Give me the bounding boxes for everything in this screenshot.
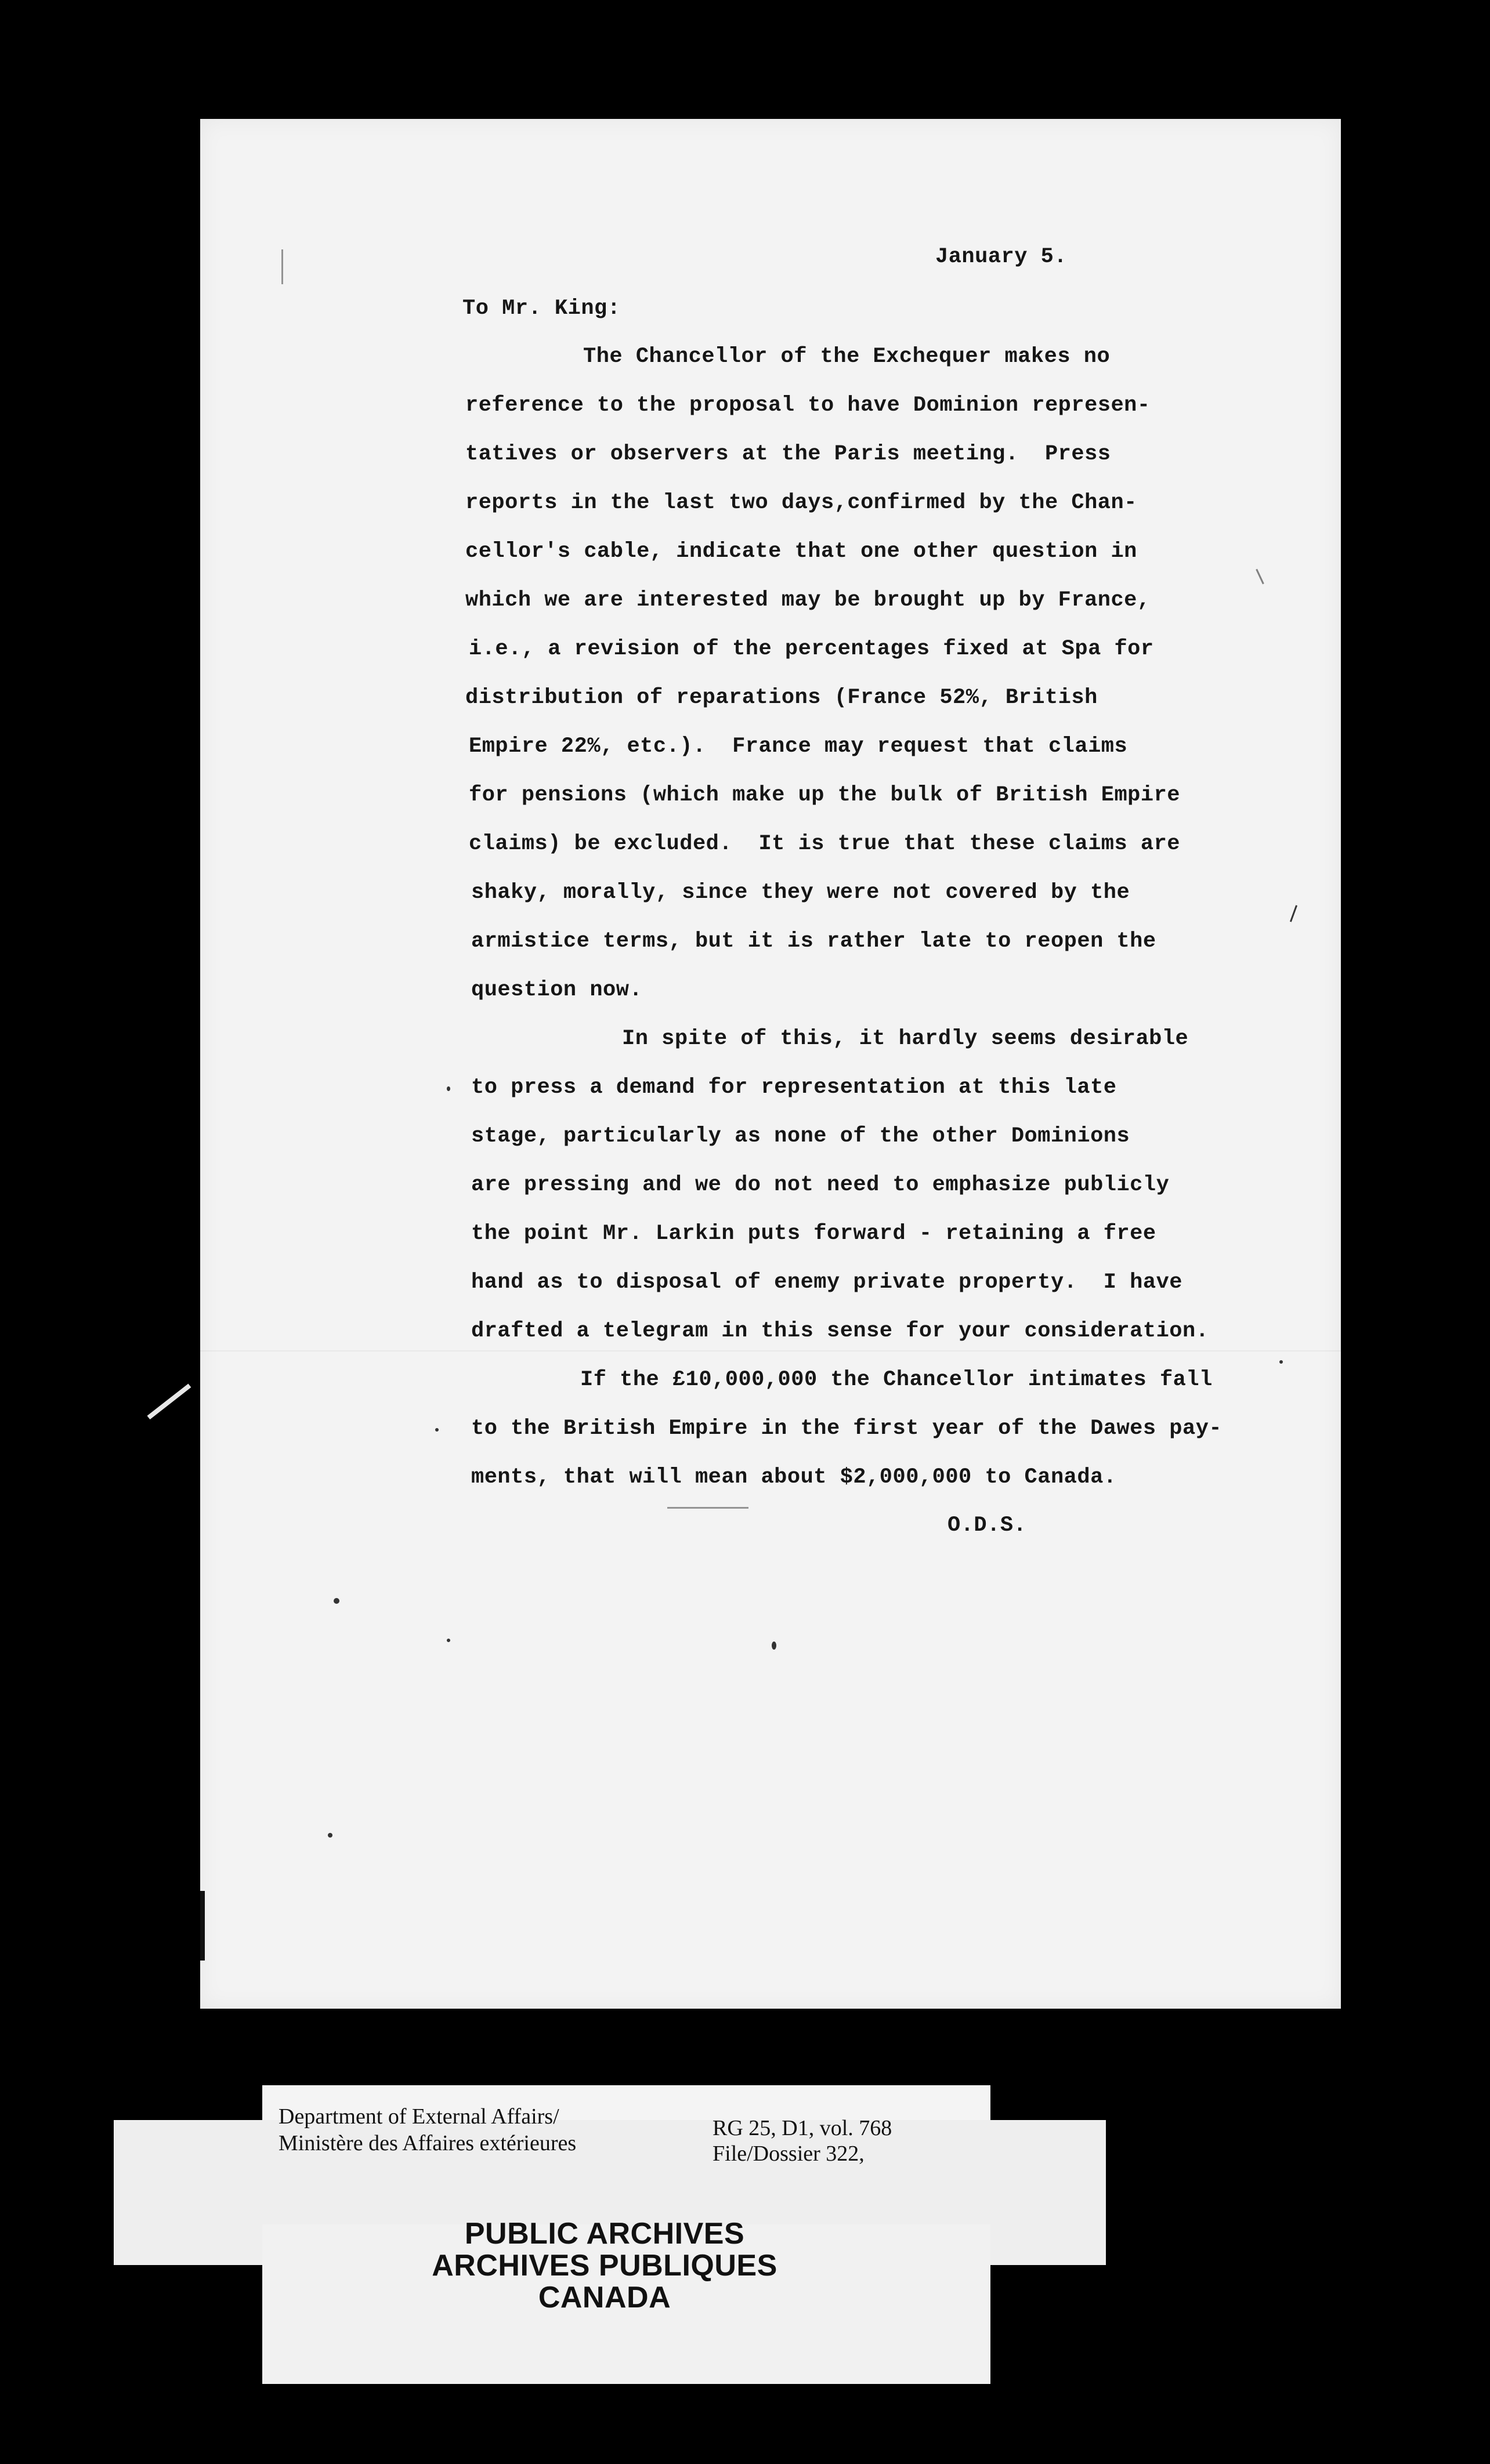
body-line: In spite of this, it hardly seems desirable [622, 1027, 1189, 1051]
page-fold-line [200, 1350, 1341, 1351]
speck [281, 249, 283, 284]
body-line: cellor's cable, indicate that one other question in [465, 539, 1137, 564]
pencil-dash [667, 1507, 748, 1509]
speck [435, 1428, 439, 1432]
body-line: The Chancellor of the Exchequer makes no [583, 345, 1111, 369]
speck [328, 1833, 332, 1838]
letter-date: January 5. [935, 245, 1068, 269]
speck [1279, 1360, 1283, 1364]
speck [772, 1642, 776, 1650]
body-line: shaky, morally, since they were not covered by the [471, 880, 1130, 905]
archives-title-country: CANADA [538, 2281, 671, 2314]
body-line: If the £10,000,000 the Chancellor intimates fall [580, 1368, 1213, 1392]
body-line: to press a demand for representation at this late [471, 1075, 1117, 1100]
body-line: hand as to disposal of enemy private property. I have [471, 1270, 1182, 1295]
body-line: are pressing and we do not need to emphasize publicly [471, 1173, 1170, 1197]
body-line: stage, particularly as none of the other Dominions [471, 1124, 1130, 1148]
speck [334, 1598, 339, 1604]
archive-reference-line1: RG 25, D1, vol. 768 [713, 2116, 892, 2140]
paper-clip-glint [147, 1383, 191, 1419]
body-line: claims) be excluded. It is true that these claims are [469, 832, 1180, 856]
body-line: tatives or observers at the Paris meeting. Press [465, 442, 1111, 466]
body-line: question now. [471, 978, 643, 1002]
body-line: distribution of reparations (France 52%, British [465, 686, 1098, 710]
archives-title-en: PUBLIC ARCHIVES [464, 2217, 745, 2251]
speck [447, 1086, 450, 1091]
letter-salutation: To Mr. King: [462, 296, 621, 321]
body-line: i.e., a revision of the percentages fixed at Spa for [469, 637, 1154, 661]
body-line: drafted a telegram in this sense for your consideration. [471, 1319, 1209, 1343]
department-english: Department of External Affairs/ [279, 2104, 559, 2129]
body-line: which we are interested may be brought up by France, [465, 588, 1151, 613]
body-line: ments, that will mean about $2,000,000 to Canada. [471, 1465, 1117, 1490]
body-line: Empire 22%, etc.). France may request that claims [469, 734, 1128, 759]
body-line: for pensions (which make up the bulk of British Empire [469, 783, 1180, 807]
body-line: to the British Empire in the first year of the Dawes pay- [471, 1416, 1223, 1441]
archive-reference-line2: File/Dossier 322, [713, 2141, 865, 2166]
speck [447, 1639, 450, 1642]
body-line: reports in the last two days,confirmed by the Chan- [465, 491, 1137, 515]
department-french: Ministère des Affaires extérieures [279, 2131, 577, 2155]
signature-initials: O.D.S. [947, 1513, 1027, 1538]
body-line: the point Mr. Larkin puts forward - retaining a free [471, 1222, 1156, 1246]
body-line: reference to the proposal to have Dominion represen- [465, 393, 1151, 418]
archives-title-fr: ARCHIVES PUBLIQUES [432, 2249, 777, 2282]
body-line: armistice terms, but it is rather late to reopen the [471, 929, 1156, 954]
page-edge-shadow [200, 1891, 205, 1961]
